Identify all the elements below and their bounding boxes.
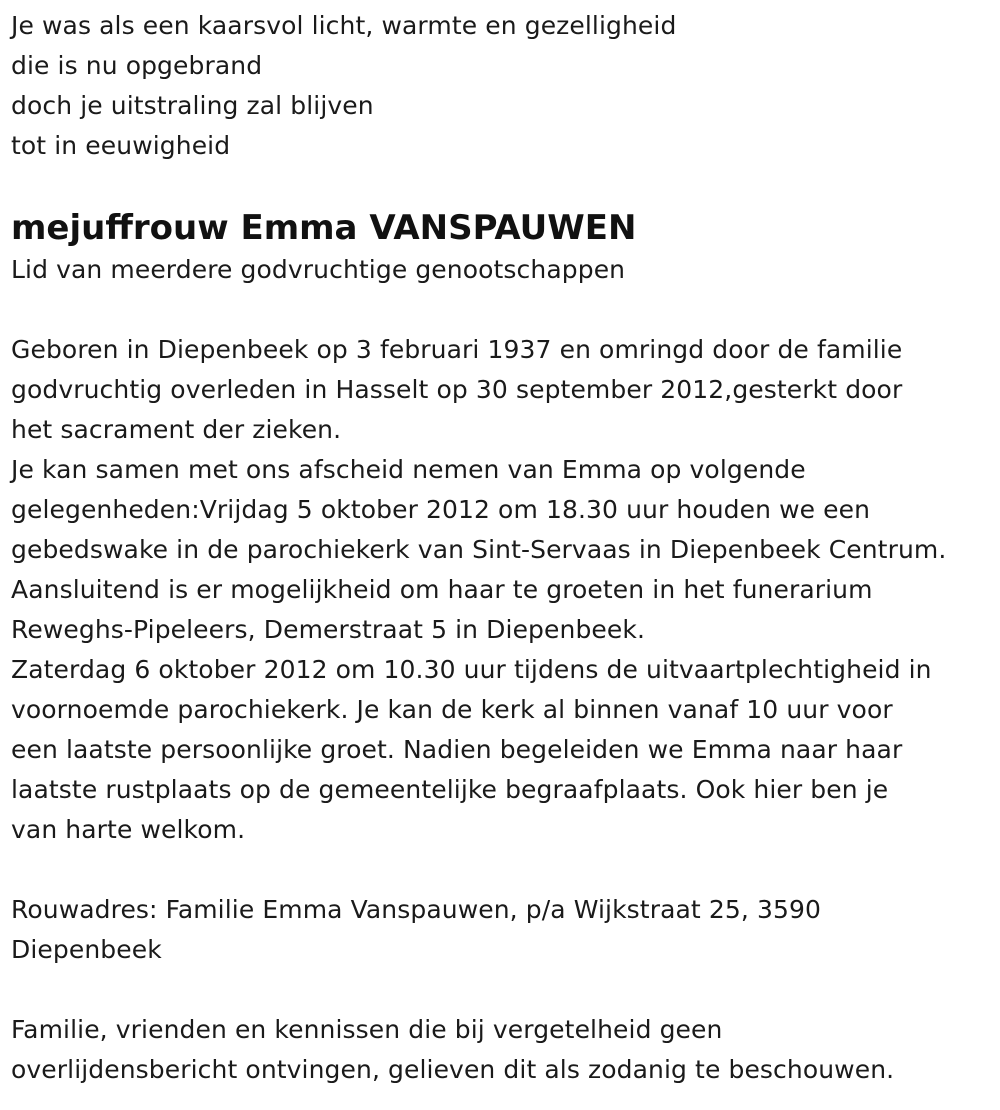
deceased-subtitle: Lid van meerdere godvruchtige genootschappen [11, 255, 626, 284]
body-line: een laatste persoonlijke groet. Nadien begeleiden we Emma naar haar [11, 735, 903, 764]
body-line: van harte welkom. [11, 815, 246, 844]
spacer [11, 850, 996, 890]
body-line: godvruchtig overleden in Hasselt op 30 september 2012,gesterkt door [11, 375, 903, 404]
poem [11, 6, 996, 166]
body-line: Zaterdag 6 oktober 2012 om 10.30 uur tijdens de uitvaartplechtigheid in [11, 655, 932, 684]
obituary-document [11, 6, 996, 1090]
poem-line: die is nu opgebrand [11, 51, 263, 80]
body-line: Je kan samen met ons afscheid nemen van Emma op volgende [11, 455, 806, 484]
body-line: laatste rustplaats op de gemeentelijke begraafplaats. Ook hier ben je [11, 775, 889, 804]
closing-line: Familie, vrienden en kennissen die bij vergetelheid geen [11, 1015, 723, 1044]
body-line: Aansluitend is er mogelijkheid om haar te groeten in het funerarium [11, 575, 873, 604]
body-line: voornoemde parochiekerk. Je kan de kerk al binnen vanaf 10 uur voor [11, 695, 893, 724]
spacer [11, 290, 996, 330]
spacer [11, 970, 996, 1010]
poem-line: Je was als een kaarsvol licht, warmte en gezelligheid [11, 11, 677, 40]
body-line: Geboren in Diepenbeek op 3 februari 1937 en omringd door de familie [11, 335, 903, 364]
body-line: gelegenheden:Vrijdag 5 oktober 2012 om 18.30 uur houden we een [11, 495, 871, 524]
body-line: het sacrament der zieken. [11, 415, 342, 444]
address-line: Diepenbeek [11, 935, 162, 964]
poem-line: doch je uitstraling zal blijven [11, 91, 374, 120]
address-line: Rouwadres: Familie Emma Vanspauwen, p/a Wijkstraat 25, 3590 [11, 895, 821, 924]
body-line: gebedswake in de parochiekerk van Sint-Servaas in Diepenbeek Centrum. [11, 535, 947, 564]
announcement-body [11, 330, 996, 850]
closing-note [11, 1010, 996, 1090]
deceased-name: mejuffrouw Emma VANSPAUWEN [11, 208, 637, 248]
closing-line: overlijdensbericht ontvingen, gelieven dit als zodanig te beschouwen. [11, 1055, 895, 1084]
body-line: Reweghs-Pipeleers, Demerstraat 5 in Diepenbeek. [11, 615, 645, 644]
mourning-address [11, 890, 996, 970]
poem-line: tot in eeuwigheid [11, 131, 231, 160]
